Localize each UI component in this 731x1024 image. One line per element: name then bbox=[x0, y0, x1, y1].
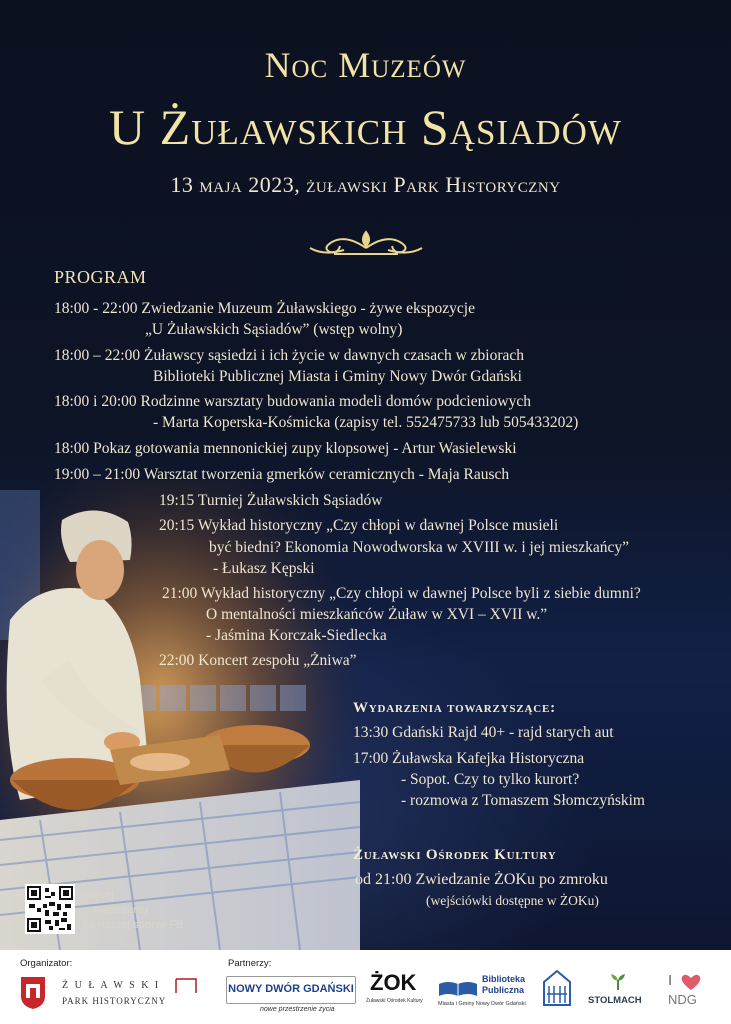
stolmach-name: STOLMACH bbox=[588, 995, 642, 1006]
stolmach-leaf-icon bbox=[608, 972, 628, 992]
zok-subtitle: Żuławski Ośrodek Kultury bbox=[366, 998, 423, 1004]
program-line: Biblioteki Publicznej Miasta i Gminy Nowy Dwór Gdański bbox=[153, 368, 522, 385]
ornament-divider-icon bbox=[304, 228, 428, 258]
heart-icon bbox=[680, 973, 702, 991]
library-subtitle: Miasta i Gminy Nowy Dwór Gdański bbox=[438, 1001, 526, 1007]
side-events-heading: Wydarzenia towarzyszące: bbox=[353, 700, 556, 716]
park-frame-icon bbox=[175, 978, 197, 994]
sponsors-footer bbox=[0, 950, 731, 1024]
event-date-location: 13 maja 2023, żuławski Park Historyczny bbox=[170, 172, 561, 197]
program-line: 20:15 Wykład historyczny „Czy chłopi w dawnej Polsce musieli bbox=[159, 517, 559, 534]
program-line: 19:00 – 21:00 Warsztat tworzenia gmerków ceramicznych - Maja Rausch bbox=[54, 466, 510, 483]
program-line: - Łukasz Kępski bbox=[213, 560, 315, 577]
side-event-line: - Sopot. Czy to tylko kurort? bbox=[401, 771, 580, 788]
library-name: Biblioteka bbox=[482, 974, 526, 984]
program-line: 19:15 Turniej Żuławskich Sąsiadów bbox=[159, 492, 383, 509]
library-name: Publiczna bbox=[482, 985, 525, 995]
nowy-dwor-logo bbox=[226, 976, 356, 1004]
nowy-dwor-tagline: nowe przestrzenie życia bbox=[260, 1006, 335, 1013]
program-line: O mentalności mieszkańców Żuław w XVI – XVII w.” bbox=[206, 606, 548, 623]
side-event-line: 13:30 Gdański Rajd 40+ - rajd starych aut bbox=[353, 724, 614, 741]
zulawski-park-subtitle: PARK HISTORYCZNY bbox=[62, 996, 167, 1006]
qr-caption: więcej bbox=[83, 889, 114, 901]
program-line: - Marta Koperska-Kośmicka (zapisy tel. 552475733 lub 505433202) bbox=[153, 414, 579, 431]
side-event-line: - rozmowa z Tomaszem Słomczyńskim bbox=[401, 792, 645, 809]
program-line: 18:00 i 20:00 Rodzinne warsztaty budowania modeli domów podcieniowych bbox=[54, 393, 531, 410]
qr-caption: na naszej stronie FB bbox=[83, 919, 184, 931]
building-icon bbox=[543, 970, 571, 1006]
program-line: być biedni? Ekonomia Nowodworska w XVIII w. i jej mieszkańcy” bbox=[209, 539, 629, 556]
event-title-small: Noc Muzeów bbox=[264, 45, 467, 85]
partners-label: Partnerzy: bbox=[228, 958, 272, 969]
nowy-dwor-name: NOWY DWÓR GDAŃSKI bbox=[228, 983, 354, 995]
program-line: „U Żuławskich Sąsiadów” (wstęp wolny) bbox=[145, 321, 403, 338]
program-line: 18:00 – 22:00 Żuławscy sąsiedzi i ich życie w dawnych czasach w zbiorach bbox=[54, 347, 525, 364]
culture-center-line: od 21:00 Zwiedzanie ŻOKu po zmroku bbox=[355, 871, 608, 888]
culture-center-note: (wejściówki dostępne w ŻOKu) bbox=[426, 893, 599, 908]
zok-logo: ŻOK bbox=[370, 970, 417, 995]
program-line: 21:00 Wykład historyczny „Czy chłopi w dawnej Polsce byli z siebie dumni? bbox=[162, 585, 641, 602]
ndg-letters: NDG bbox=[668, 992, 697, 1007]
zulawski-park-name: Ż U Ł A W S K I bbox=[62, 980, 161, 991]
culture-center-heading: Żuławski Ośrodek Kultury bbox=[353, 847, 557, 863]
organizer-label: Organizator: bbox=[20, 958, 73, 969]
program-line: - Jaśmina Korczak-Siedlecka bbox=[206, 627, 387, 644]
qr-caption: o wydarzeniu bbox=[83, 904, 148, 916]
program-line: 18:00 - 22:00 Zwiedzanie Muzeum Żuławskiego - żywe ekspozycje bbox=[54, 300, 475, 317]
qr-code-icon[interactable] bbox=[25, 884, 75, 934]
program-heading: PROGRAM bbox=[54, 267, 147, 287]
program-line: 18:00 Pokaz gotowania mennonickiej zupy klopsowej - Artur Wasielewski bbox=[54, 440, 517, 457]
side-event-line: 17:00 Żuławska Kafejka Historyczna bbox=[353, 750, 585, 767]
program-line: 22:00 Koncert zespołu „Żniwa” bbox=[159, 652, 357, 669]
event-title: U Żuławskich Sąsiadów bbox=[109, 99, 622, 155]
book-icon bbox=[438, 980, 478, 998]
i-love-letter: I bbox=[668, 972, 673, 989]
coat-of-arms-icon bbox=[20, 976, 46, 1010]
